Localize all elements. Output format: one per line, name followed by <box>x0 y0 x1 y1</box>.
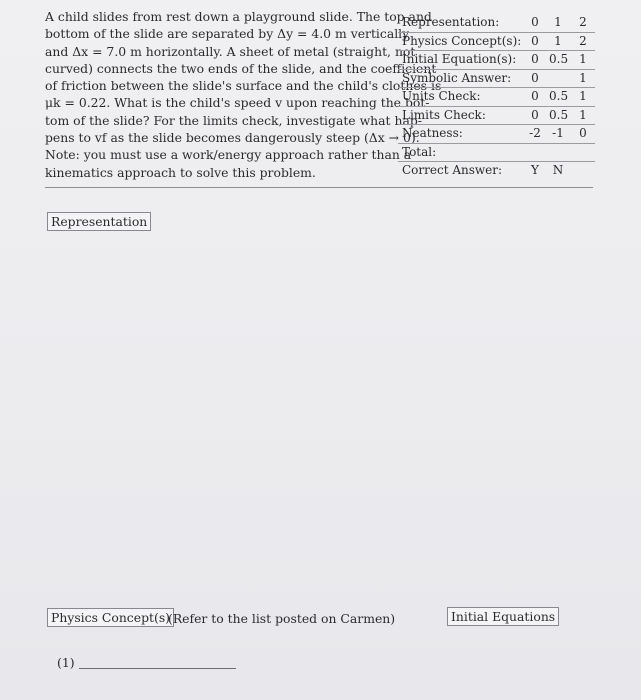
answer-blank-line[interactable] <box>79 668 236 669</box>
problem-line: A child slides from rest down a playground slide. The top and <box>45 9 432 24</box>
rubric-score: 0.5 <box>549 52 569 66</box>
rubric-score: 2 <box>579 15 587 29</box>
problem-line: of friction between the slide's surface and the child's clothes is <box>45 78 442 94</box>
problem-line: pens to vf as the slide becomes dangerously steep (Δx → 0). <box>45 130 420 146</box>
rubric-score: 1 <box>579 89 587 103</box>
rubric-label: Correct Answer: <box>402 163 503 177</box>
grading-rubric <box>398 14 595 180</box>
problem-line: tom of the slide? For the limits check, investigate what hap- <box>45 112 422 128</box>
rubric-score: Y <box>531 163 539 177</box>
rubric-score: 1 <box>554 33 562 48</box>
section-label-initial-equations: Initial Equations <box>447 607 559 626</box>
rubric-label: Limits Check: <box>402 107 486 122</box>
rubric-label: Physics Concept(s): <box>402 33 522 48</box>
rubric-row-neatness <box>398 125 595 144</box>
problem-line: kinematics approach to solve this problem. <box>45 164 316 180</box>
rubric-score: 0 <box>531 107 539 122</box>
rubric-score: 0 <box>531 70 539 85</box>
problem-line: μk = 0.22. What is the child's speed v upon reaching the bot- <box>45 95 430 111</box>
rubric-score: 0 <box>579 126 587 140</box>
problem-line: bottom of the slide are separated by Δy = 4.0 m vertically <box>45 26 410 42</box>
rubric-score: 0 <box>531 15 539 29</box>
rubric-row-initial-equations <box>398 51 595 70</box>
problem-line: and Δx = 7.0 m horizontally. A sheet of metal (straight, not <box>45 43 416 59</box>
section-label-representation: Representation <box>47 212 151 231</box>
rubric-score: 1 <box>579 52 587 66</box>
problem-line: Note: you must use a work/energy approach rather than a <box>45 147 412 163</box>
rubric-score: 2 <box>579 33 587 48</box>
rubric-score: 1 <box>579 107 587 122</box>
rubric-label: Initial Equation(s): <box>402 52 517 66</box>
rubric-score: 0 <box>531 52 539 66</box>
rubric-row-physics-concepts <box>398 33 595 52</box>
rubric-label: Units Check: <box>402 89 481 103</box>
header-divider <box>45 187 593 188</box>
rubric-label: Symbolic Answer: <box>402 70 512 85</box>
rubric-score: 1 <box>554 15 562 29</box>
rubric-score: 0.5 <box>549 107 569 122</box>
answer-item-number: (1) <box>57 655 75 670</box>
rubric-row-limits-check <box>398 107 595 126</box>
section-label-physics-concepts: Physics Concept(s) <box>47 608 174 627</box>
rubric-score: 0 <box>531 89 539 103</box>
rubric-row-correct-answer <box>398 162 595 180</box>
rubric-label: Neatness: <box>402 126 463 140</box>
rubric-row-representation <box>398 14 595 33</box>
rubric-row-units-check <box>398 88 595 107</box>
rubric-score: 0 <box>531 33 539 48</box>
problem-line: curved) connects the two ends of the slide, and the coefficient <box>45 60 437 76</box>
rubric-label: Total: <box>402 144 437 159</box>
rubric-score: 0.5 <box>549 89 569 103</box>
physics-concepts-note: (Refer to the list posted on Carmen) <box>168 611 396 626</box>
rubric-score: -1 <box>552 126 564 140</box>
rubric-score: 1 <box>579 70 587 85</box>
rubric-label: Representation: <box>402 15 500 29</box>
rubric-score: N <box>552 163 564 177</box>
rubric-row-total <box>398 144 595 163</box>
rubric-score: -2 <box>529 126 541 140</box>
rubric-row-symbolic-answer <box>398 70 595 89</box>
